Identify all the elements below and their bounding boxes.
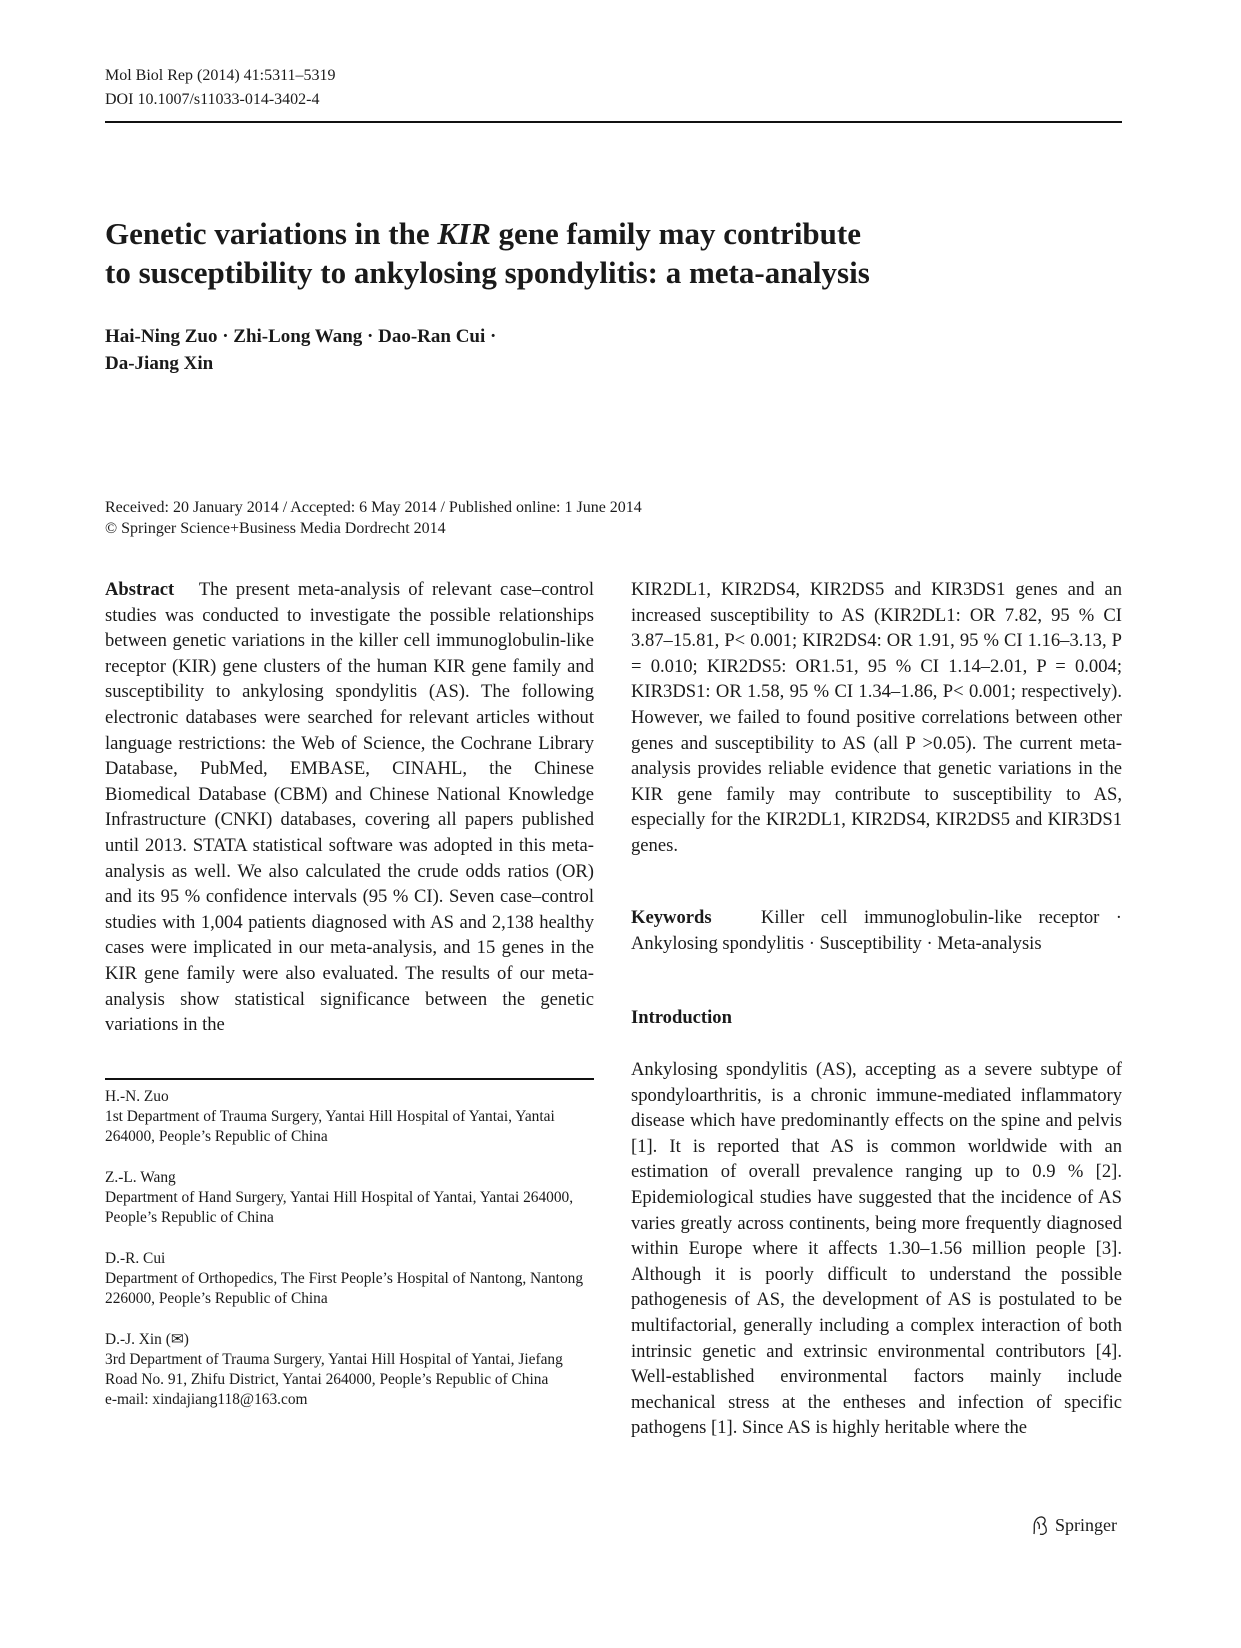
author-list <box>105 323 805 377</box>
affiliation-rule <box>105 1078 594 1080</box>
abstract-heading: Abstract <box>105 579 175 600</box>
title-gene: KIR <box>437 216 491 251</box>
affiliation-name: Z.-L. Wang <box>105 1169 176 1186</box>
affiliation-block <box>105 1330 594 1410</box>
publisher-logo <box>1030 1514 1117 1536</box>
affiliation-block <box>105 1249 594 1309</box>
paper-title <box>105 214 1105 292</box>
affiliation-name: D.-R. Cui <box>105 1250 166 1267</box>
abstract-continuation-text: KIR2DL1, KIR2DS4, KIR2DS5 and KIR3DS1 genes and an increased susceptibility to AS (KIR2DL1: OR 7.82, 95 % CI 3.87–15.81, P< 0.001; KIR2DS4: OR 1.91, 95 % CI 1.16–3.13, P = 0.010; KIR2DS5: OR1.51, 95 % CI 1.14–2.01, P = 0.004; KIR3DS1: OR 1.58, 95 % CI 1.34–1.86, P< 0.001; respectively). However, we failed to found positive correlations between other genes and susceptibility to AS (all P >0.05). The current meta-analysis provides reliable evidence that genetic variations in the KIR gene family may contribute to susceptibility to AS, especially for the KIR2DL1, KIR2DS4, KIR2DS5 and KIR3DS1 genes. <box>631 579 1122 856</box>
affiliation-address: Department of Hand Surgery, Yantai Hill Hospital of Yantai, Yantai 264000, People’s Republic of China <box>105 1189 574 1226</box>
title-part: gene family may contribute <box>490 216 861 251</box>
affiliation-email[interactable]: e-mail: xindajiang118@163.com <box>105 1391 308 1408</box>
doi-line: DOI 10.1007/s11033-014-3402-4 <box>105 91 320 108</box>
abstract-section <box>105 577 594 1038</box>
authors-line-2: Da-Jiang Xin <box>105 353 214 374</box>
copyright-line: © Springer Science+Business Media Dordrecht 2014 <box>105 520 446 537</box>
affiliation-block <box>105 1168 594 1228</box>
header-rule <box>105 121 1122 123</box>
introduction-text: Ankylosing spondylitis (AS), accepting as a severe subtype of spondyloarthritis, is a chronic immune-mediated inflammatory disease which have predominantly effects on the spine and pelvis [1]. It is reported that AS is common worldwide with an estimation of overall prevalence ranging up to 0.9 % [2]. Epidemiological studies have suggested that the incidence of AS varies greatly across continents, being more frequently diagnosed within Europe where it affects 1.30–1.56 million people [3]. Although it is poorly difficult to understand the possible pathogenesis of AS, the development of AS is postulated to be multifactorial, generally including a complex interaction of both intrinsic genetic and extrinsic environmental contributors [4]. Well-established environmental factors mainly include mechanical stress at the entheses and infection of specific pathogens [1]. Since AS is highly heritable where the <box>631 1059 1122 1439</box>
affiliation-name: H.-N. Zuo <box>105 1088 169 1105</box>
introduction-heading: Introduction <box>631 1007 732 1028</box>
publisher-name: Springer <box>1055 1514 1117 1535</box>
keywords-heading: Keywords <box>631 907 712 928</box>
affiliation-address: Department of Orthopedics, The First People’s Hospital of Nantong, Nantong 226000, People’s Republic of China <box>105 1270 584 1307</box>
keywords-text: Killer cell immunoglobulin-like receptor · Ankylosing spondylitis · Susceptibility · Meta-analysis <box>631 907 1122 954</box>
affiliation-block <box>105 1087 594 1147</box>
affiliation-name: D.-J. Xin (✉) <box>105 1331 189 1348</box>
journal-header <box>105 64 336 112</box>
publication-dates <box>105 497 642 539</box>
keywords-section <box>631 905 1122 956</box>
abstract-continuation <box>631 577 1122 859</box>
springer-horse-icon <box>1030 1514 1050 1536</box>
abstract-text: The present meta-analysis of relevant case–control studies was conducted to investigate the possible relationships between genetic variations in the killer cell immunoglobulin-like receptor (KIR) gene clusters of the human KIR gene family and susceptibility to ankylosing spondylitis (AS). The following electronic databases were searched for relevant articles without language restrictions: the Web of Science, the Cochrane Library Database, PubMed, EMBASE, CINAHL, the Chinese Biomedical Database (CBM) and Chinese National Knowledge Infrastructure (CNKI) databases, covering all papers published until 2013. STATA statistical software was adopted in this meta-analysis as well. We also calculated the crude odds ratios (OR) and its 95 % confidence intervals (95 % CI). Seven case–control studies with 1,004 patients diagnosed with AS and 2,138 healthy cases were implicated in our meta-analysis, and 15 genes in the KIR gene family were also evaluated. The results of our meta-analysis show statistical significance between the genetic variations in the <box>105 579 594 1036</box>
title-part: Genetic variations in the <box>105 216 438 251</box>
affiliation-address: 1st Department of Trauma Surgery, Yantai Hill Hospital of Yantai, Yantai 264000, People’s Republic of China <box>105 1108 555 1145</box>
title-line-1 <box>105 214 1105 253</box>
journal-citation: Mol Biol Rep (2014) 41:5311–5319 <box>105 67 336 84</box>
affiliation-address: 3rd Department of Trauma Surgery, Yantai Hill Hospital of Yantai, Jiefang Road No. 91, Zhifu District, Yantai 264000, People’s Republic of China <box>105 1351 563 1388</box>
authors-line-1: Hai-Ning Zuo · Zhi-Long Wang · Dao-Ran Cui · <box>105 326 497 347</box>
title-line-2: to susceptibility to ankylosing spondylitis: a meta-analysis <box>105 255 870 290</box>
introduction-section <box>631 1057 1122 1441</box>
received-accepted-line: Received: 20 January 2014 / Accepted: 6 May 2014 / Published online: 1 June 2014 <box>105 499 642 516</box>
